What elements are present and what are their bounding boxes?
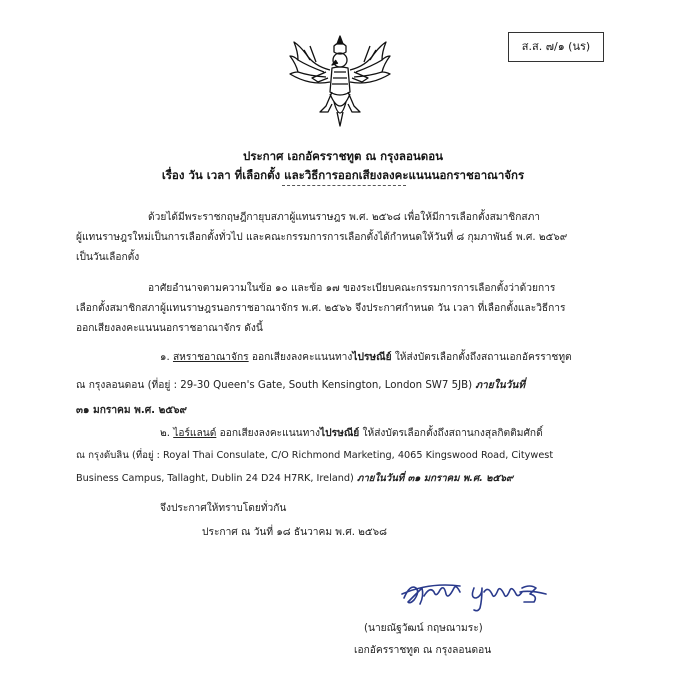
item-1-text-b: ให้ส่งบัตรเลือกตั้งถึงสถานเอกอัครราชทูต	[394, 352, 572, 363]
announcement-date: ประกาศ ณ วันที่ ๑๘ ธันวาคม พ.ศ. ๒๕๖๘	[202, 527, 387, 538]
item-1-number: ๑.	[160, 352, 170, 363]
paragraph-2-line-3: ออกเสียงลงคะแนนนอกราชอาณาจักร ดังนี้	[76, 323, 263, 334]
notice-subject: เรื่อง วัน เวลา ที่เลือกตั้ง และวิธีการออกเสียงลงคะแนนนอกราชอาณาจักร	[161, 168, 525, 182]
item-1-address-prefix: ณ กรุงลอนดอน (ที่อยู่ :	[76, 380, 178, 391]
item-2-address-prefix: ณ กรุงดับลิน (ที่อยู่ :	[76, 450, 160, 461]
item-1-deadline-b: ๓๑ มกราคม พ.ศ. ๒๕๖๙	[76, 405, 187, 416]
item-2-number: ๒.	[160, 428, 170, 439]
item-2-address-b: Business Campus, Tallaght, Dublin 24 D24 H7RK, Ireland)	[76, 473, 354, 484]
item-2-address-a: Royal Thai Consulate, C/O Richmond Marketing, 4065 Kingswood Road, Citywest	[163, 450, 554, 461]
item-1-line-2	[76, 377, 525, 393]
handwritten-signature	[400, 574, 552, 614]
item-2-line-3	[76, 471, 513, 486]
paragraph-2-line-1: อาศัยอำนาจตามความในข้อ ๑๐ และข้อ ๑๗ ของระเบียบคณะกรรมการการเลือกตั้งว่าด้วยการ	[148, 283, 556, 294]
form-code-text: ส.ส. ๗/๑ (นร)	[521, 40, 591, 53]
item-2-deadline: ภายในวันที่ ๓๑ มกราคม พ.ศ. ๒๕๖๙	[356, 473, 514, 484]
item-1-line-1	[160, 349, 572, 365]
paragraph-2-line-2: เลือกตั้งสมาชิกสภาผู้แทนราษฎรนอกราชอาณาจักร พ.ศ. ๒๕๖๖ จึงประกาศกำหนด วัน เวลา ที่เลือกตั้งและวิธีการ	[76, 303, 566, 314]
item-1-address: 29-30 Queen's Gate, South Kensington, London SW7 5JB)	[180, 380, 473, 391]
paragraph-1-line-3: เป็นวันเลือกตั้ง	[76, 252, 140, 263]
item-2-line-2	[76, 448, 553, 463]
title-divider	[282, 185, 406, 186]
item-2-country: ไอร์แลนด์	[173, 428, 217, 439]
item-2-line-1	[160, 425, 543, 441]
signatory-position: เอกอัครราชทูต ณ กรุงลอนดอน	[354, 645, 492, 656]
closing-statement: จึงประกาศให้ทราบโดยทั่วกัน	[160, 503, 287, 514]
item-1-deadline-a: ภายในวันที่	[475, 380, 526, 391]
garuda-emblem	[284, 32, 396, 128]
item-2-text-b: ให้ส่งบัตรเลือกตั้งถึงสถานกงสุลกิตติมศักดิ์	[362, 428, 543, 439]
item-2-method: ไปรษณีย์	[320, 428, 360, 439]
item-1-line-3	[76, 402, 187, 418]
paragraph-1-line-2: ผู้แทนราษฎรใหม่เป็นการเลือกตั้งทั่วไป และคณะกรรมการการเลือกตั้งได้กำหนดให้วันที่ ๘ กุมภาพันธ์ พ.ศ. ๒๕๖๙	[76, 232, 568, 243]
item-1-text-a: ออกเสียงลงคะแนนทาง	[251, 352, 353, 363]
item-1-method: ไปรษณีย์	[352, 352, 392, 363]
notice-title: ประกาศ เอกอัครราชทูต ณ กรุงลอนดอน	[243, 149, 443, 163]
paragraph-1-line-1: ด้วยได้มีพระราชกฤษฎีกายุบสภาผู้แทนราษฎร พ.ศ. ๒๕๖๘ เพื่อให้มีการเลือกตั้งสมาชิกสภา	[148, 212, 541, 223]
signatory-name: (นายณัฐวัฒน์ กฤษณามระ)	[364, 623, 483, 634]
item-2-text-a: ออกเสียงลงคะแนนทาง	[219, 428, 321, 439]
item-1-country: สหราชอาณาจักร	[172, 352, 249, 363]
form-code-box	[508, 32, 604, 62]
